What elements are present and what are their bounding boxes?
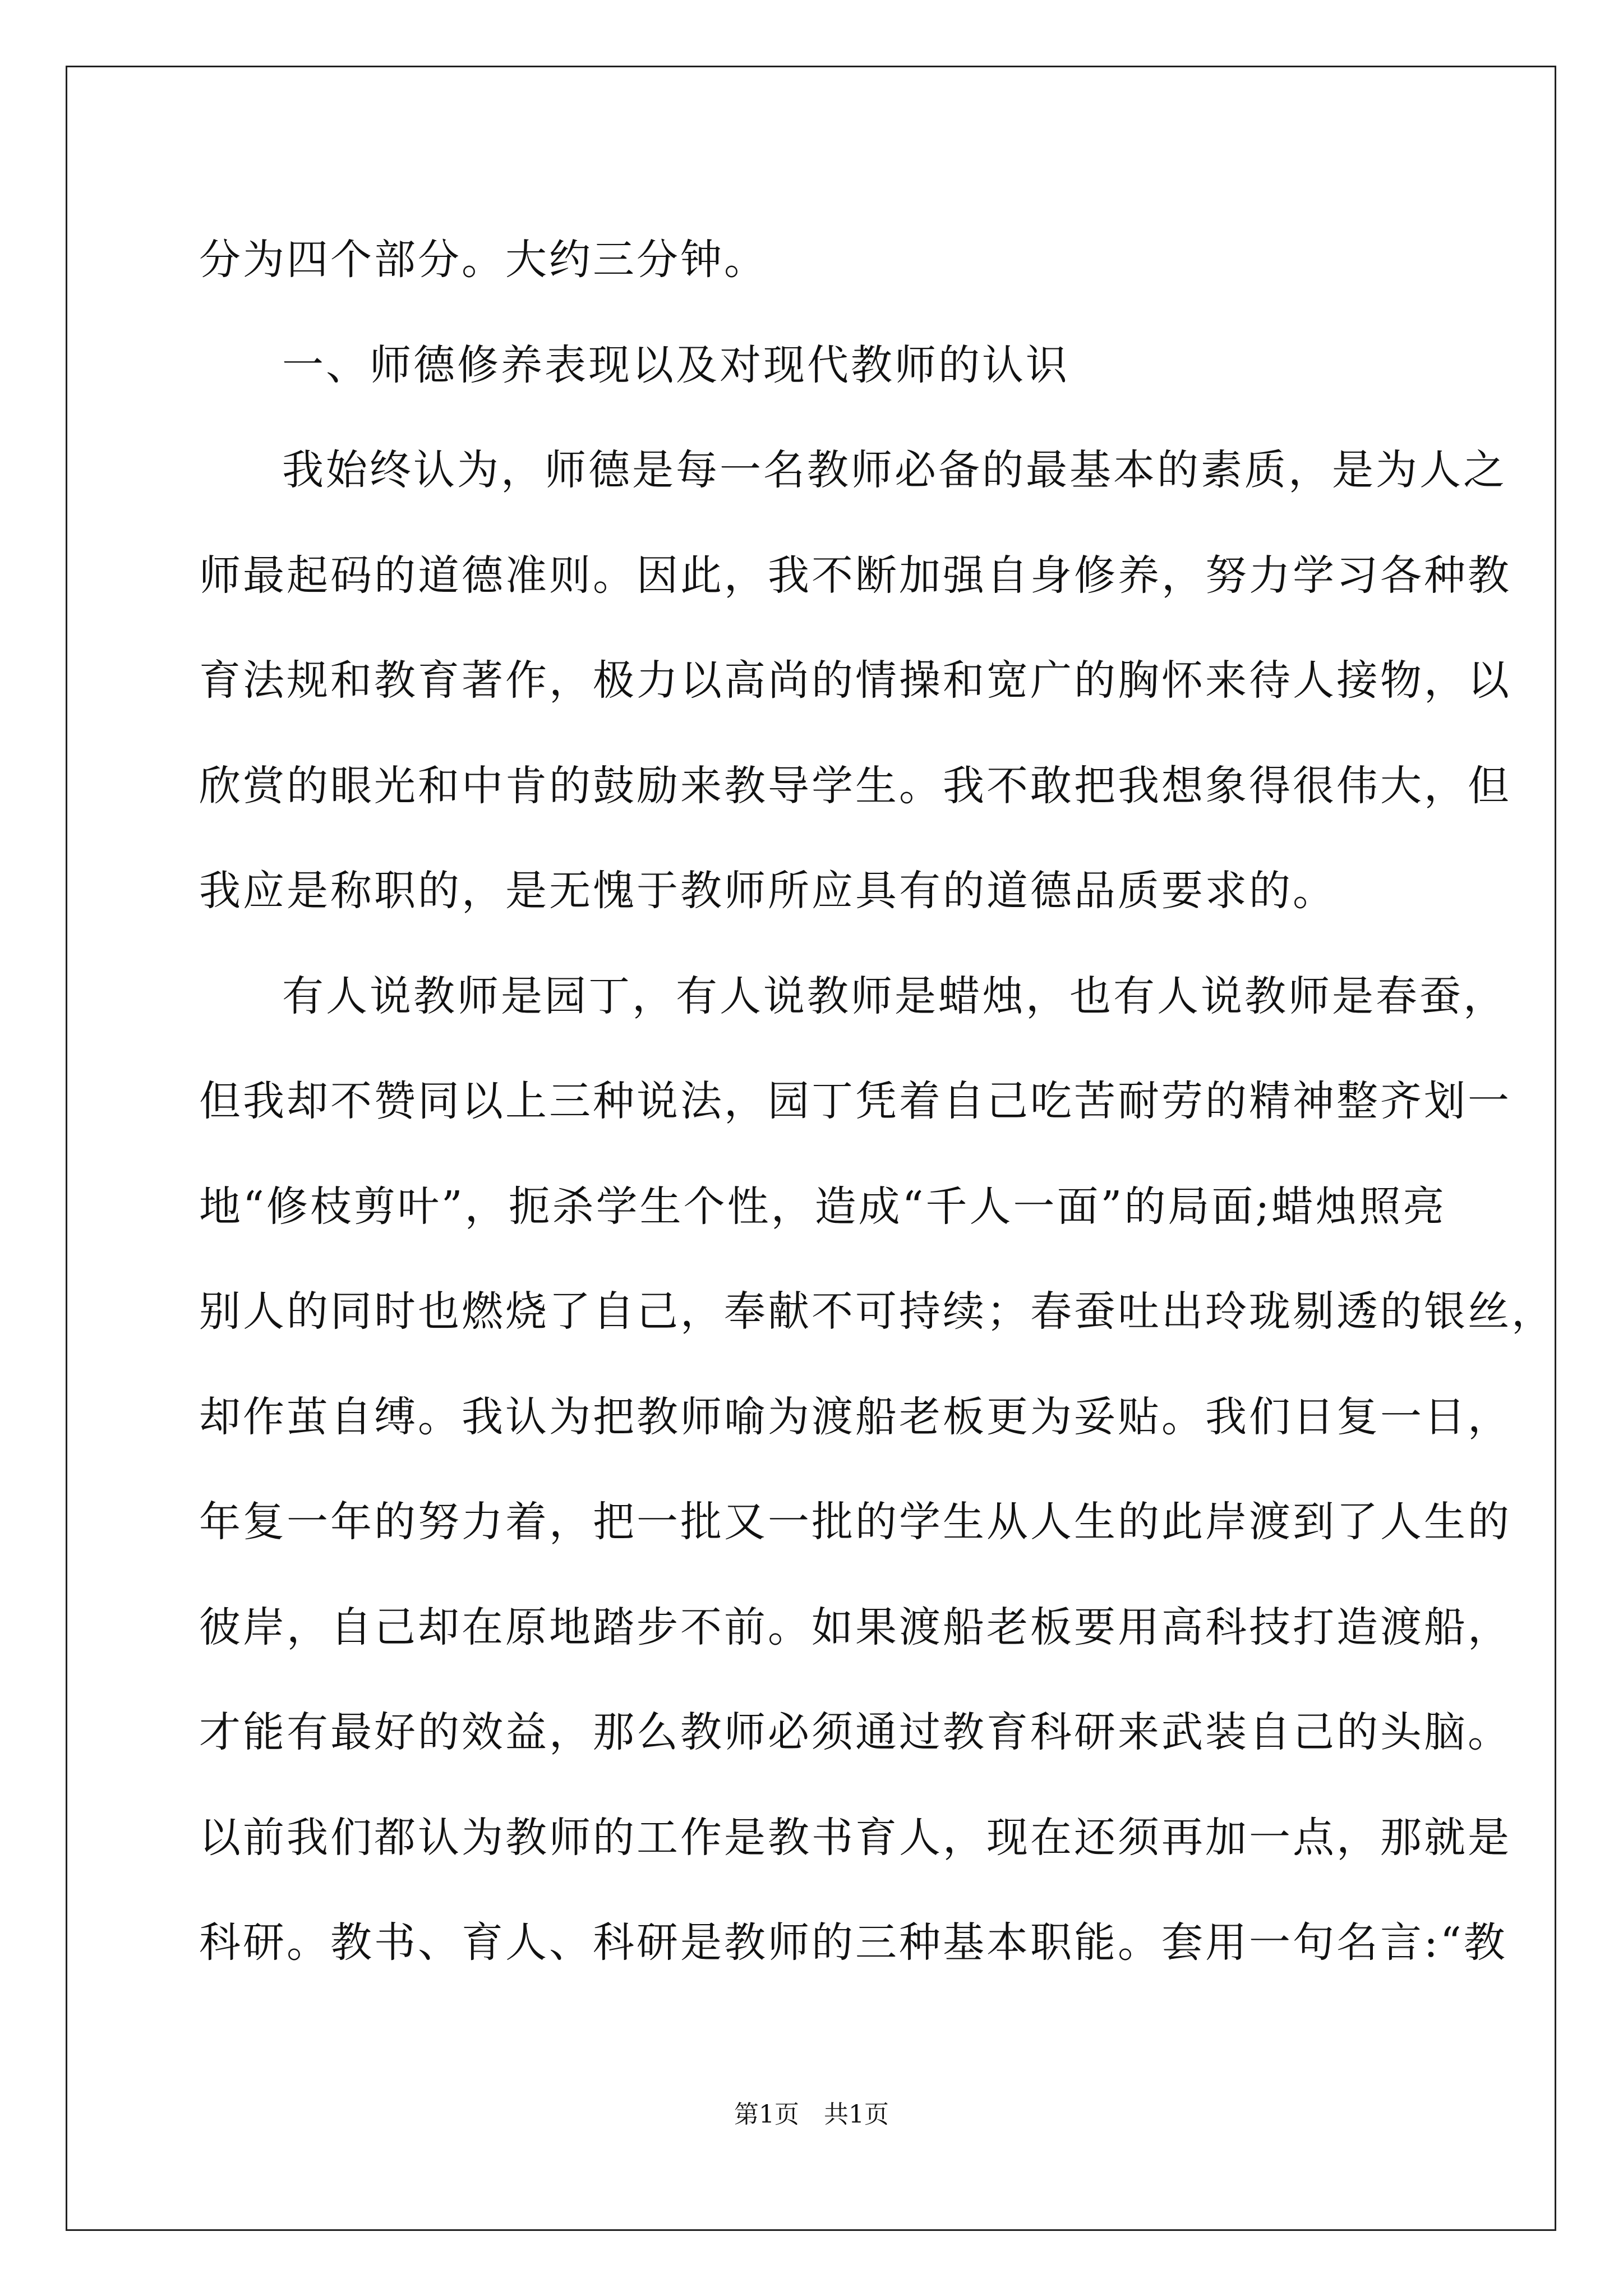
text-line: 我应是称职的，是无愧于教师所应具有的道德品质要求的。	[199, 867, 1336, 915]
text-line: 科研。教书、育人、科研是教师的三种基本职能。套用一句名言:“教	[199, 1918, 1507, 1967]
text-line: 分为四个部分。大约三分钟。	[199, 236, 768, 284]
text-line: 欣赏的眼光和中肯的鼓励来教导学生。我不敢把我想象得很伟大，但	[199, 761, 1511, 810]
text-line: 彼岸，自己却在原地踏步不前。如果渡船老板要用高科技打造渡船，	[199, 1603, 1511, 1651]
section-heading: 一、师德修养表现以及对现代教师的认识	[282, 341, 1069, 389]
text-line: 地“修枝剪叶”，扼杀学生个性，造成“千人一面”的局面;蜡烛照亮	[199, 1182, 1447, 1231]
text-line: 有人说教师是园丁，有人说教师是蜡烛，也有人说教师是春蚕，	[282, 972, 1507, 1020]
text-line: 才能有最好的效益，那么教师必须通过教育科研来武装自己的头脑。	[199, 1708, 1511, 1756]
document-body	[199, 208, 1555, 1996]
text-line: 师最起码的道德准则。因此，我不断加强自身修养，努力学习各种教	[199, 551, 1511, 600]
text-line: 育法规和教育著作，极力以高尚的情操和宽广的胸怀来待人接物，以	[199, 656, 1511, 705]
text-line: 我始终认为，师德是每一名教师必备的最基本的素质，是为人之	[282, 446, 1507, 494]
text-line: 年复一年的努力着，把一批又一批的学生从人生的此岸渡到了人生的	[199, 1498, 1511, 1546]
page-number-footer: 第1页 共1页	[734, 2100, 889, 2129]
text-line: 但我却不赞同以上三种说法，园丁凭着自己吃苦耐劳的精神整齐划一	[199, 1077, 1511, 1125]
text-line: 却作茧自缚。我认为把教师喻为渡船老板更为妥贴。我们日复一日，	[199, 1392, 1511, 1441]
text-line: 以前我们都认为教师的工作是教书育人，现在还须再加一点，那就是	[199, 1813, 1511, 1862]
text-line: 别人的同时也燃烧了自己，奉献不可持续；春蚕吐出玲珑剔透的银丝，	[199, 1287, 1555, 1336]
